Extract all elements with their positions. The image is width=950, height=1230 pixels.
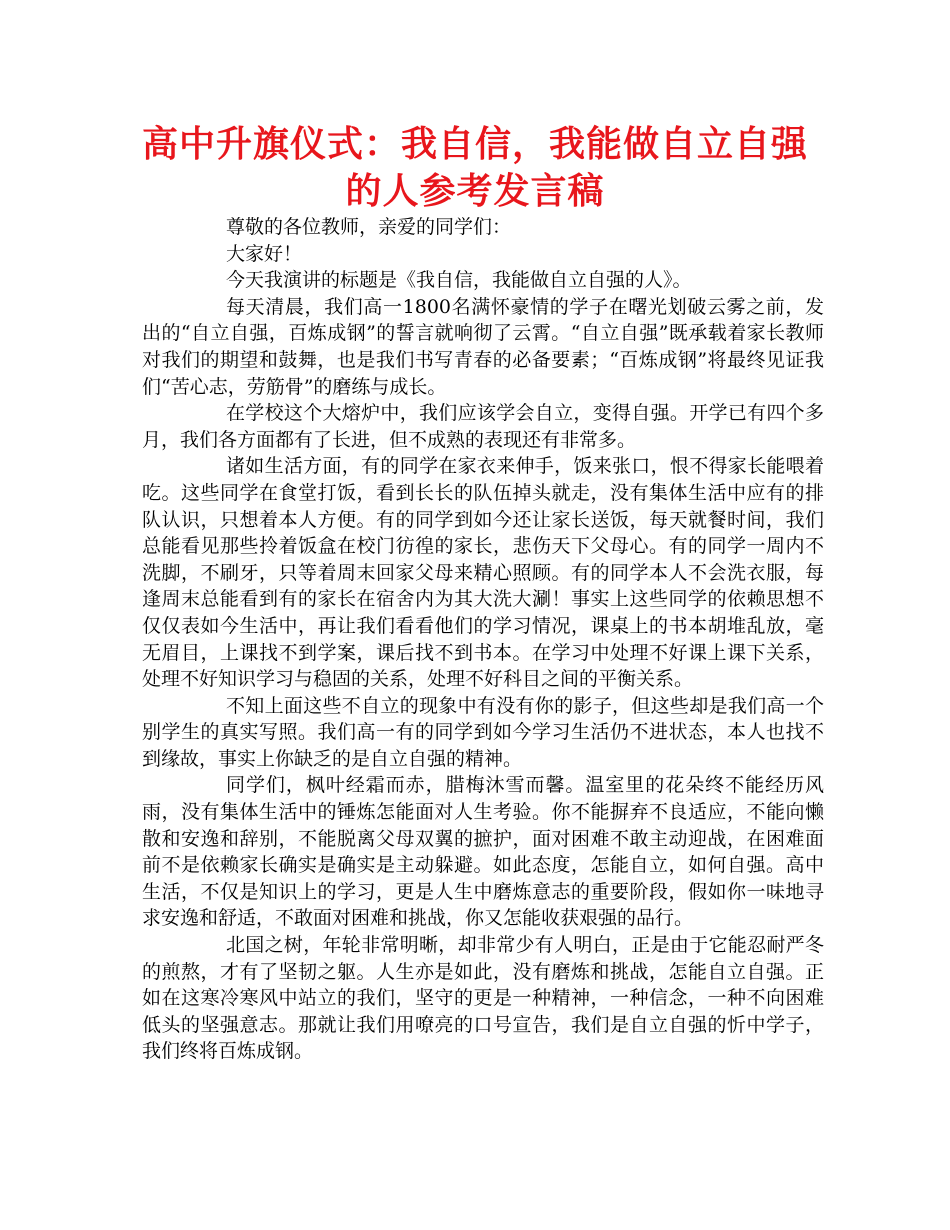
document-title: 高中升旗仪式：我自信，我能做自立自强的人参考发言稿 <box>141 124 808 212</box>
paragraph: 北国之树，年轮非常明晰，却非常少有人明白，正是由于它能忍耐严冬的煎熬，才有了坚韧之躯。人生亦是如此，没有磨炼和挑战，怎能自立自强。正如在这寒冷寒风中站立的我们，坚守的更是一种精神，一种信念，一种不向困难低头的坚强意志。那就让我们用嘹亮的口号宣告，我们是自立自强的忻中学子，我们终将百炼成钢。 <box>142 934 824 1063</box>
paragraph: 每天清晨，我们高一1800名满怀豪情的学子在曙光划破云雾之前，发出的“自立自强，百炼成钢”的誓言就响彻了云霄。“自立自强”既承载着家长教师对我们的期望和鼓舞，也是我们书写青春的必备要素；“百炼成钢”将最终见证我们“苦心志，劳筋骨”的磨练与成长。 <box>142 295 824 398</box>
paragraph: 不知上面这些不自立的现象中有没有你的影子，但这些却是我们高一个别学生的真实写照。我们高一有的同学到如今学习生活仍不进状态，本人也找不到缘故，事实上你缺乏的是自立自强的精神。 <box>142 694 824 770</box>
paragraph: 同学们，枫叶经霜而赤，腊梅沐雪而馨。温室里的花朵终不能经历风雨，没有集体生活中的锤炼怎能面对人生考验。你不能摒弃不良适应，不能向懒散和安逸和辞别，不能脱离父母双翼的摭护，面对困难不敢主动迎战，在困难面前不是依赖家长确实是确实是主动躲避。如此态度，怎能自立，如何自强。高中生活，不仅是知识上的学习，更是人生中磨炼意志的重要阶段，假如你一味地寻求安逸和舒适，不敢面对困难和挑战，你又怎能收获艰强的品行。 <box>142 774 824 930</box>
paragraph-hello: 大家好！ <box>226 242 303 265</box>
paragraph: 诸如生活方面，有的同学在家衣来伸手，饭来张口，恨不得家长能喂着吃。这些同学在食堂打饭，看到长长的队伍掉头就走，没有集体生活中应有的排队认识，只想着本人方便。有的同学到如今还让家长送饭，每天就餐时间，我们总能看见那些拎着饭盒在校门彷徨的家长，悲伤天下父母心。有的同学一周内不洗脚，不刷牙，只等着周末回家父母来精心照顾。有的同学本人不会洗衣服，每逢周末总能看到有的家长在宿舍内为其大洗大涮！事实上这些同学的依赖思想不仅仅表如今生活中，再让我们看看他们的学习情况，课桌上的书本胡堆乱放，毫无眉目，上课找不到学案，课后找不到书本。在学习中处理不好课上课下关系，处理不好知识学习与稳固的关系，处理不好科目之间的平衡关系。 <box>142 455 824 691</box>
document-body <box>142 214 824 1065</box>
paragraph-greeting: 尊敬的各位教师，亲爱的同学们： <box>226 216 512 238</box>
paragraph-topic: 今天我演讲的标题是《我自信，我能做自立自强的人》。 <box>226 269 692 292</box>
paragraph: 在学校这个大熔炉中，我们应该学会自立，变得自强。开学已有四个多月，我们各方面都有了长进，但不成熟的表现还有非常多。 <box>142 402 824 451</box>
